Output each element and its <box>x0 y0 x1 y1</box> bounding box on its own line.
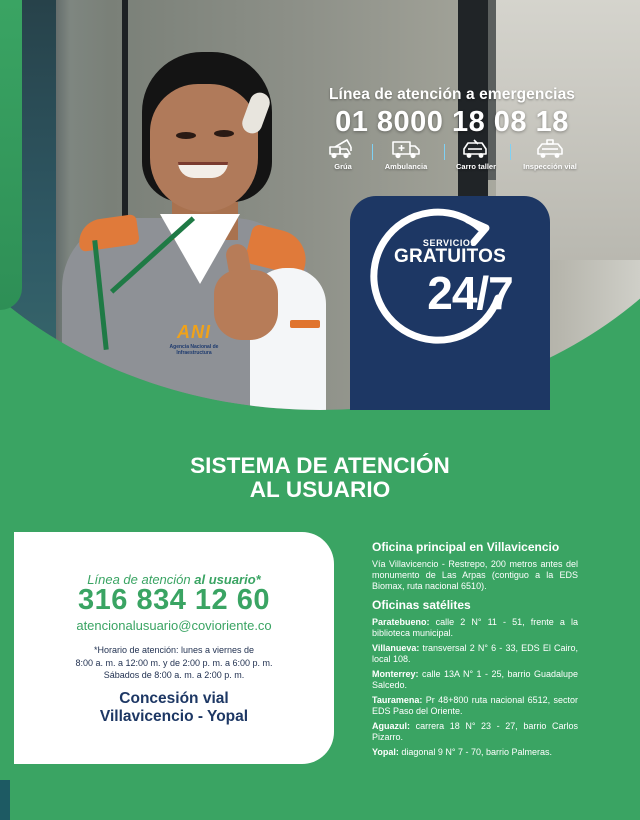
thumbs-up-hand <box>214 270 278 340</box>
emergency-number[interactable]: 01 8000 18 08 18 <box>335 106 569 138</box>
service-tow <box>308 138 378 171</box>
office-city: Paratebueno: <box>372 617 430 627</box>
office-city: Aguazul: <box>372 721 410 731</box>
service-label: Inspección vial <box>523 162 577 171</box>
service-ambulance <box>371 138 441 171</box>
satellite-office <box>372 721 578 742</box>
concession-name-line1: Concesión vial <box>119 690 229 707</box>
office-address: Pr 48+800 ruta nacional 6512, sector EDS Paso del Oriente. <box>372 695 578 716</box>
satellite-office <box>372 747 578 758</box>
satellite-office <box>372 695 578 716</box>
concession-name-line2: Villavicencio - Yopal <box>99 708 249 725</box>
service-label: Carro taller <box>455 162 497 171</box>
satellite-office <box>372 617 578 638</box>
office-city: Villanueva: <box>372 643 420 653</box>
emergency-title: Línea de atención a emergencias <box>328 86 576 103</box>
main-office-address: Vía Villavicencio - Restrepo, 200 metros antes del monumento de Las Arpas (contiguo a la EDS Biomax, ruta nacional 6510). <box>372 559 578 591</box>
corner-decoration <box>0 780 10 820</box>
contact-card <box>14 532 334 764</box>
badge-24-7-label: 24/7 <box>427 267 513 319</box>
service-label: Ambulancia <box>384 162 428 171</box>
badge-services-label: SERVICIOS <box>422 238 478 248</box>
office-address: diagonal 9 N° 7 - 70, barrio Palmeras. <box>398 747 553 757</box>
service-hours <box>34 644 314 682</box>
office-address: transversal 2 N° 6 - 33, EDS El Cairo, local 108. <box>372 643 578 664</box>
office-city: Yopal: <box>372 747 399 757</box>
page-title-line2: AL USUARIO <box>249 477 391 502</box>
user-line-label-bold: al usuario* <box>194 572 261 587</box>
worker-eye <box>176 132 196 139</box>
satellite-offices-title: Oficinas satélites <box>372 598 471 612</box>
user-line-label-prefix: Línea de atención <box>87 572 195 587</box>
satellite-office <box>372 643 578 664</box>
main-office-title: Oficina principal en Villavicencio <box>372 540 560 554</box>
ani-logo <box>166 322 222 360</box>
vest-patch <box>290 320 320 328</box>
service-label: Grúa <box>334 162 352 171</box>
service-repair <box>441 138 511 171</box>
user-line-email[interactable]: atencionalusuario@covioriente.co <box>76 618 272 633</box>
service-hours-line: *Horario de atención: lunes a viernes de <box>93 645 255 655</box>
free-services-badge <box>350 196 550 410</box>
ani-logo-text: ANI <box>177 322 211 342</box>
repair-car-icon <box>460 138 492 160</box>
page-title <box>0 454 640 502</box>
offices-info <box>372 540 578 758</box>
service-inspection <box>515 138 585 171</box>
service-hours-line: 8:00 a. m. a 12:00 m. y de 2:00 p. m. a 6:00 p. m. <box>75 657 273 668</box>
page-title-line1: SISTEMA DE ATENCIÓN <box>190 453 450 478</box>
emergency-services <box>318 138 586 178</box>
office-address: carrera 18 N° 23 - 27, barrio Carlos Pizarro. <box>372 721 578 742</box>
worker-eye <box>214 130 234 137</box>
emergency-line <box>318 86 586 139</box>
separator <box>510 144 511 160</box>
ambulance-icon <box>390 138 422 160</box>
ani-logo-subtitle: Agencia Nacional de Infraestructura <box>169 344 219 356</box>
office-address: calle 13A N° 1 - 25, barrio Guadalupe Salcedo. <box>372 669 578 690</box>
service-hours-line: Sábados de 8:00 a. m. a 2:00 p. m. <box>103 670 245 680</box>
worker-face <box>150 84 258 212</box>
satellite-office <box>372 669 578 690</box>
office-city: Monterrey: <box>372 669 419 679</box>
user-line-phone[interactable]: 316 834 12 60 <box>78 584 270 616</box>
left-green-wedge <box>0 0 22 310</box>
road-inspection-car-icon <box>534 138 566 160</box>
office-city: Tauramena: <box>372 695 423 705</box>
badge-free-label: GRATUITOS <box>394 246 506 267</box>
tow-truck-icon <box>327 138 359 160</box>
office-address: calle 2 N° 11 - 51, frente a la biblioteca municipal. <box>372 617 578 638</box>
